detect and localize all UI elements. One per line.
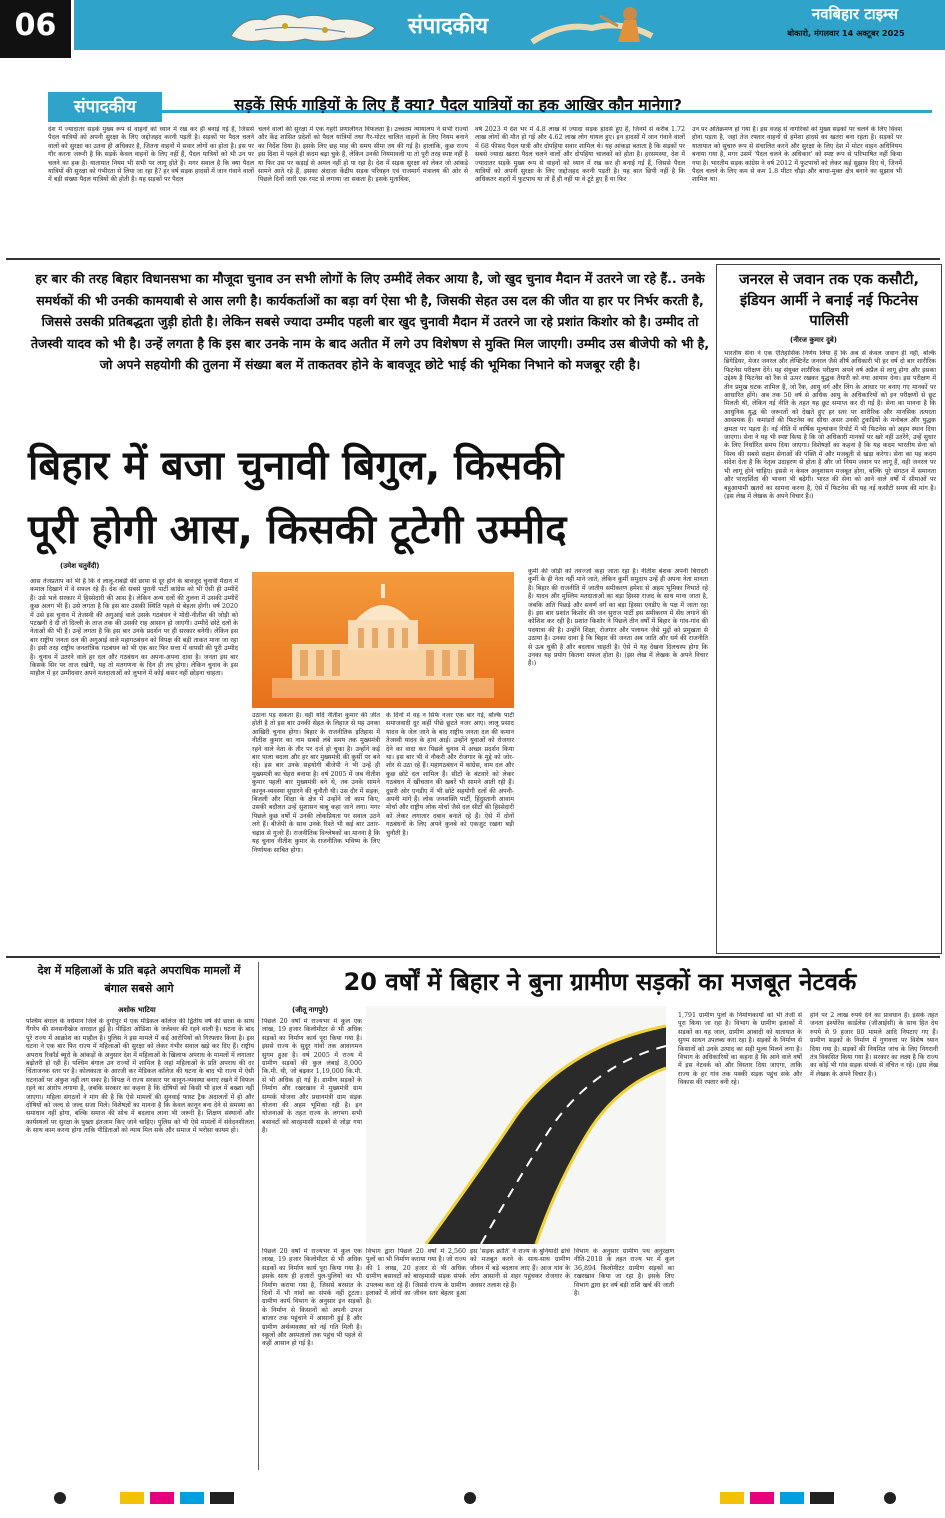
editorial-col2: चलने वालों की सुरक्षा में एक गहरी प्रणालीगत विफलता है। उच्चतम न्यायालय ने सभी राज्यों और केंद्र शासित प्रदेशों को पैदल यात्रियों तथा गैर-मोटर चालित वाहनों के लिए नियम बनाने का निर्देश दिया है। इसके लिए छह माह की समय सीमा तय की गई है। हालांकि, कुछ राज्य इस दिशा में पहले ही कदम बढ़ा चुके हैं, लेकिन उनकी नियमावली या तो पूरी तरह स्पष्ट नहीं है या फिर उस पर कड़ाई से अमल नहीं हो पा रहा है। देश में सड़क सुरक्षा को लेकर जो आंकड़े सामने आते रहे हैं, इसका अंदाजा केंद्रीय सड़क परिवहन एवं राजमार्ग मंत्रालय की ओर से पिछले दिनों जारी एक रपट से लगाया जा सकता है। इसके मुताबिक, [258,126,468,184]
roads-col6: 1,791 ग्रामीण पुलों के निर्माणकार्यों को भी तेजी से पूरा किया जा रहा है। विभाग के ग्रामीण इलाकों में सड़कों का यह जाल, ग्रामीण आबादी को यातायात के सुगम साधन उपलब्ध करा रहा है। सड़कों के निर्माण से किसानों को उनके उत्पाद का सही मूल्य मिलने लगा है। विभाग के अधिकारियों का कहना है कि आने वाले वर्षों में इस नेटवर्क को और विस्तार दिया जाएगा, ताकि राज्य के हर गांव तक पक्की सड़क पहुंच सके और विकास की रफ्तार बनी रहे। [678,1012,802,1087]
dateline: बोकारो, मंगलवार 14 अक्टूबर 2025 [787,28,905,38]
lead-headline-line2: पूरी होगी आस, किसकी टूटेगी उम्मीद [28,507,567,553]
vidhan-sabha-photo [252,572,514,708]
roads-byline: (जीतू नागपुरे) [292,1006,329,1014]
lead-col1: आस तेजप्रताप को भी है कि वे लालू-राबड़ी की छाया से दूर होने के बावजूद चुनावी मैदान में कमाल दिखाने में वे सफल रहे हैं। देश की सबसे पुरानी पार्टी कांग्रेस को भी ऐसी ही उम्मीदें हैं। उसे भले सरकार में हिस्सेदारी की आस है। लेकिन अन्य दलों की तुलना में उसकी उम्मीदें कुछ अलग भी हैं। उसे लगता है कि इस बार उसकी स्थिति पहले से बेहतर होगी। वर्ष 2020 में उसे इस चुनाव में तेजस्वी की अगुआई वाले उसके गठबंधन ने मोदी-नीतीश की जोड़ी को पटखनी दे दी तो दिल्ली के ताज तक की उसकी राह आसान हो जाएगी। उम्मीदें छोटे दलों के नेताओं की भी हैं। उन्हें लगता है कि इस बार उनके प्रदर्शन पर ही सरकार बनेगी। लेकिन इस बार राष्ट्रीय जनता दल की अगुआई वाले महागठबंधन को विपक्ष की बड़ी ताकत माना जा रहा है। इसी तरह राष्ट्रीय जनतांत्रिक गठबंधन को भी एक बार फिर सत्ता में वापसी की पूरी उम्मीद है। चुनाव में उतरने वाले हर दल और गठबंधन का अपना-अपना दावा है। जनता इस बार किसके सिर पर ताज रखेगी, यह तो मतगणना के दिन ही तय होगा। लेकिन चुनाव के इस माहौल में हर उम्मीदवार अपने मतदाताओं को लुभाने में कोई कसर नहीं छोड़ना चाहता। [30,578,238,678]
roads-col3: विभाग द्वारा पिछले 20 वर्षों में 2,560 पुलों का भी निर्माण कराया गया है। जो राज्य की 1 लाख, 20 हजार से भी अधिक ग्रामीण बसावटों को बारहमासी सड़क संपर्क उपलब्ध करा रहे हैं। जिससे राज्य के ग्रामीण इलाकों में लोगों का जीवन स्तर बेहतर हुआ है। [366,1248,466,1306]
bihar-map-emblem [225,6,385,48]
section-divider [6,258,940,260]
women-headline: देश में महिलाओं के प्रति बढ़ते अपराधिक मामलों में बंगाल सबसे आगे [37,964,241,995]
figure-emblem [522,2,662,50]
editorial-col4: उन पर अतिक्रमण हो गया है। इस वजह से नागरिकों को मुख्य सड़कों पर चलने के लिए विवश होना पड़ता है, जहां तेज रफ्तार वाहनों से हमेशा हादसे का खतरा बना रहता है। सड़कों पर यातायात को सुचारु रूप से संचालित करने और सुरक्षा के लिए देश में मोटर वाहन अधिनियम बनाया गया है, मगर उसमें 'पैदल चलने के अधिकार' को स्पष्ट रूप से परिभाषित नहीं किया गया है। भारतीय सड़क कांग्रेस ने वर्ष 2012 में फुटपाथों को लेकर कई सुझाव दिए थे, जिनमें पैदल चलने के लिए कम से कम 1.8 मीटर चौड़ा और बाधा-मुक्त क्षेत्र बनाने का सुझाव भी शामिल था। [692,126,902,184]
lead-col3: के दिनों में वह न सिर्फ नजर एक बार गई, बल्कि पार्टी समाजवादी दूर कहीं पीछे छूटते नजर आए। लालू प्रसाद यादव के जेल जाने के बाद राष्ट्रीय जनता दल की कमान तेजस्वी यादव के हाथ आई। उन्होंने युवाओं को रोजगार देने का वादा कर पिछले चुनाव में अच्छा प्रदर्शन किया था। इस बार भी वे नौकरी और रोजगार के मुद्दे को जोर-शोर से उठा रहे हैं। महागठबंधन में कांग्रेस, वाम दल और कुछ छोटे दल शामिल हैं। सीटों के बंटवारे को लेकर गठबंधन में खींचतान की खबरें भी सामने आती रही हैं। दूसरी ओर एनडीए में भी छोटे सहयोगी दलों की अपनी-अपनी मांगें हैं। लोक जनशक्ति पार्टी, हिंदुस्तानी आवाम मोर्चा और राष्ट्रीय लोक मोर्चा जैसे दल सीटों की हिस्सेदारी को लेकर लगातार दबाव बनाते रहे हैं। ऐसे में दोनों गठबंधनों के लिए अपने कुनबे को एकजुट रखना बड़ी चुनौती है। [386,712,514,837]
lead-col4: कुर्मी की जोड़ी को तवज्जो कहा जाता रहा है। नीतीश बेशक अपनी बिरादरी कुर्मी के ही नेता नहीं माने जाते, लेकिन कुर्मी समुदाय उन्हें ही अपना नेता मानता है। बिहार की राजनीति में जातीय समीकरण हमेशा से अहम भूमिका निभाते रहे हैं। यादव और मुस्लिम मतदाताओं का बड़ा हिस्सा राजद के साथ माना जाता है, जबकि अति पिछड़े और सवर्ण वर्ग का बड़ा हिस्सा एनडीए के पक्ष में जाता रहा है। इस बार प्रशांत किशोर की जन सुराज पार्टी इस समीकरण में सेंध लगाने की कोशिश कर रही है। प्रशांत किशोर ने पिछले तीन वर्षों में बिहार के गांव-गांव की पदयात्रा की है। उन्होंने शिक्षा, रोजगार और पलायन जैसे मुद्दों को प्रमुखता से उठाया है। उनका दावा है कि बिहार की जनता अब जाति और धर्म की राजनीति से ऊब चुकी है और बदलाव चाहती है। ऐसे में यह देखना दिलचस्प होगा कि उनका यह प्रयोग कितना सफल होता है। (इस लेख में लेखक के अपने विचार हैं।) [528,568,708,668]
roads-col7: होने पर 2 लाख रुपये देने का प्रावधान है। इसके तहत जनता इंश्योरेंस कार्डलेस (जीआईसी) के साथ हित देय रुपये से 9 हजार 80 मामले आदि निपटाए गए हैं। ग्रामीण सड़कों के निर्माण में गुणवत्ता पर विशेष ध्यान दिया गया है। सड़कों की नियमित जांच के लिए निगरानी तंत्र विकसित किया गया है। सरकार का लक्ष्य है कि राज्य का कोई भी गांव सड़क संपर्क से वंचित न रहे। (इस लेख में लेखक के अपने विचार हैं।) [810,1012,938,1078]
editorial-headline: सड़कें सिर्फ गाड़ियों के लिए हैं क्या? पैदल यात्रियों का हक आखिर कौन मानेगा? [234,96,683,114]
lead-byline: (उमेश चतुर्वेदी) [60,562,100,570]
women-body: पश्चिम बंगाल के वर्धमान जिले के दुर्गापुर में एक मेडिकल कॉलेज की द्वितीय वर्ष की छात्रा के साथ गैंगरेप की सनसनीखेज वारदात हुई है। पीड़िता ओडिशा के जलेश्वर की रहने वाली है। घटना के बाद पूरे राज्य में आक्रोश का माहौल है। पुलिस ने इस मामले में कई आरोपियों को गिरफ्तार किया है। इस घटना ने एक बार फिर राज्य में महिलाओं की सुरक्षा को लेकर गंभीर सवाल खड़े कर दिए हैं। राष्ट्रीय अपराध रिकॉर्ड ब्यूरो के आंकड़ों के अनुसार देश में महिलाओं के खिलाफ अपराध के मामलों में लगातार बढ़ोतरी हो रही है। पश्चिम बंगाल उन राज्यों में शामिल है जहां महिलाओं के प्रति अपराध की दर चिंताजनक स्तर पर है। कोलकाता के आरजी कर मेडिकल कॉलेज की घटना के बाद भी राज्य में ऐसी घटनाओं पर अंकुश नहीं लग सका है। विपक्ष ने राज्य सरकार पर कानून-व्यवस्था बनाए रखने में विफल रहने का आरोप लगाया है, जबकि सरकार का कहना है कि दोषियों को किसी भी हाल में बख्शा नहीं जाएगा। महिला संगठनों ने मांग की है कि ऐसे मामलों की सुनवाई फास्ट ट्रैक अदालतों में हो और दोषियों को जल्द से जल्द सजा मिले। विशेषज्ञों का मानना है कि केवल कानून बना देने से समस्या का समाधान नहीं होगा, बल्कि समाज की सोच में बदलाव लाना भी जरूरी है। शिक्षण संस्थानों और कार्यस्थलों पर सुरक्षा के पुख्ता इंतजाम किए जाने चाहिए। पुलिस को भी ऐसे मामलों में संवेदनशीलता के साथ काम करना होगा ताकि पीड़िताओं को न्याय मिल सके और समाज में भरोसा कायम हो। [26,1018,254,1135]
section-divider-2 [6,956,940,958]
editorial-label: संपादकीय [48,92,162,122]
army-byline: (नीरज कुमार दुबे) [790,336,837,344]
women-byline: अशोक भाटिया [118,1006,156,1014]
editorial-col1: देश में ज्यादातर सड़कें मुख्य रूप से वाहनों को ध्यान में रख कर ही बनाई गई हैं, जिससे पैदल यात्रियों को अपनी सुरक्षा के लिए जद्दोजहद करनी पड़ती है। सड़कों पर पैदल चलने वालों को सुरक्षा का उतना ही अधिकार है, जितना वाहनों में सवार लोगों का होता है। इस पर गौर करना जरूरी है कि सड़कें केवल वाहनों के लिए नहीं हैं, पैदल यात्रियों को भी उन पर चलने का हक है। यातायात नियम भी सभी पर लागू होते हैं। मगर सवाल है कि क्या पैदल यात्रियों की सुरक्षा को गंभीरता से लिया जा रहा है? हर वर्ष सड़क हादसों में जान गंवाने वालों में बड़ी संख्या पैदल यात्रियों की होती है। यह सड़कों पर पैदल [48,126,254,184]
roads-headline: 20 वर्षों में बिहार ने बुना ग्रामीण सड़कों का मजबूत नेटवर्क [343,968,857,996]
roads-col1: पिछले 20 वर्षों में राज्यभर में कुल एक लाख, 19 हजार किलोमीटर से भी अधिक सड़कों का निर्माण कार्य पूरा किया गया है। इससे राज्य के सुदूर गांवों तक आवागमन सुगम हुआ है। वर्ष 2005 में राज्य में ग्रामीण सड़कों की कुल लंबाई 8,000 कि.मी. थी, जो बढ़कर 1,19,000 कि.मी. से भी अधिक हो गई है। ग्रामीण सड़कों के निर्माण और रखरखाव में मुख्यमंत्री ग्राम सम्पर्क योजना और प्रधानमंत्री ग्राम सड़क योजना की अहम भूमिका रही है। इन योजनाओं के तहत राज्य के लगभग सभी बसावटों को बारहमासी सड़कों से जोड़ा गया है। [262,1018,362,1135]
editorial-col3: वर्ष 2023 में देश भर में 4.8 लाख से ज्यादा सड़क हादसे हुए हैं, जिनमें से करीब 1.72 लाख लोगों की मौत हो गई और 4.62 लाख लोग घायल हुए। इन हादसों में जान गंवाने वालों में 68 फीसद पैदल यात्री और दोपहिया सवार शामिल थे। यह आंकड़ा बताता है कि सड़कों पर सबसे ज्यादा खतरा पैदल चलने वालों और दोपहिया चालकों को होता है। हरसमस्या, देश में ज्यादातर सड़कें मुख्य रूप से वाहनों को ध्यान में रख कर ही बनाई गई हैं, जिससे पैदल यात्रियों को अपनी सुरक्षा के लिए जद्दोजहद करनी पड़ती है। यह बात छिपी नहीं है कि अधिकतर शहरों में फुटपाथ या तो हैं ही नहीं या वे टूटे हुए हैं या फिर [475,126,685,184]
army-headline: जनरल से जवान तक एक कसौटी, इंडियन आर्मी ने बनाई नई फिटनेस पालिसी [738,272,920,329]
roads-col2: पिछले 20 वर्षों में राज्यभर में कुल एक लाख, 19 हजार किलोमीटर से भी अधिक सड़कों का निर्माण कार्य पूरा किया गया है। इसके साथ ही हजारों पुल-पुलियों का भी निर्माण कराया गया है, जिससे बरसात के दिनों में भी गांवों का संपर्क नहीं टूटता। ग्रामीण कार्य विभाग के अनुसार इन सड़कों के निर्माण से किसानों को अपनी उपज बाजार तक पहुंचाने में आसानी हुई है और ग्रामीण अर्थव्यवस्था को नई गति मिली है। स्कूलों और अस्पतालों तक पहुंच भी पहले से कहीं आसान हो गई है। [262,1248,362,1348]
column-rule [258,962,259,1470]
roads-col5: विभाग के अनुसार ग्रामीण पथ अनुरक्षण नीति-2018 के तहत राज्य भर में कुल 36,894 किलोमीटर ग्रामीण सड़कों का रखरखाव किया जा रहा है। इसके लिए विभाग द्वारा हर वर्ष बड़ी राशि खर्च की जाती है। [574,1248,674,1298]
section-title: संपादकीय [407,14,489,39]
lead-deck: हर बार की तरह बिहार विधानसभा का मौजूदा चुनाव उन सभी लोगों के लिए उम्मीदें लेकर आया है, जो खुद चुनाव मैदान में उतरने जा रहे हैं.. उनके समर्थकों की भी उनकी कामयाबी से आस लगी है। कार्यकर्ताओं का बड़ा वर्ग ऐसा भी है, जिसकी सेहत उस दल की जीत या हार पर निर्भर करती है, जिससे उसकी प्रतिबद्धता जुड़ी होती है। लेकिन सबसे ज्यादा उम्मीद पहली बार खुद चुनावी मैदान में उतरने जा रहे प्रशांत किशोर को है। उम्मीद तो तेजस्वी यादव को भी है। उन्हें लगता है कि इस बार उनके नाम के बाद अतीत में लगे उप विशेषण से मुक्ति मिल जाएगी। उम्मीद उस बीजेपी को भी है, जो अपने सहयोगी की तुलना में संख्या बल में ताकतवर होने के बावजूद छोटे भाई की भूमिका निभाने को मजबूर रही है। [30,271,710,373]
lead-headline-line1: बिहार में बजा चुनावी बिगुल, किसकी [28,443,564,489]
army-body: भारतीय सेना ने एक ऐतिहासिक निर्णय लिया है कि अब से केवल जवान ही नहीं, बल्कि ब्रिगेडियर, मेजर जनरल और लेफ्टिनेंट जनरल जैसे शीर्ष अधिकारी भी हर वर्ष दो बार शारीरिक फिटनेस परीक्षण देंगे। यह संयुक्त शारीरिक परीक्षण अपने वर्ष अप्रैल से लागू होगा और इसका उद्देश्य है फिटनेस को रैंक से ऊपर रखकर युद्धक तैयारी को नया आयाम देना। इस परीक्षण में तीन प्रमुख घटक शामिल हैं, जो रैंक, आयु वर्ग और लिंग के आधार पर बनाए गए मानकों पर आधारित होंगे। अब तक 50 वर्ष से अधिक आयु के अधिकारियों को इन परीक्षणों से छूट मिलती थी, लेकिन नई नीति के तहत यह छूट समाप्त कर दी गई है। सेना का मानना है कि आधुनिक युद्ध की जरूरतों को देखते हुए हर स्तर पर शारीरिक और मानसिक तत्परता आवश्यक है। कमांडरों की फिटनेस का सीधा असर उनकी टुकड़ियों के मनोबल और युद्धक क्षमता पर पड़ता है। नई नीति में वार्षिक मूल्यांकन रिपोर्ट में भी फिटनेस को अहम स्थान दिया जाएगा। सेना ने यह भी स्पष्ट किया है कि जो अधिकारी मानकों पर खरे नहीं उतरेंगे, उन्हें सुधार के लिए निर्धारित समय दिया जाएगा। विशेषज्ञों का कहना है कि यह कदम भारतीय सेना को विश्व की सबसे सक्षम सेनाओं की पंक्ति में और मजबूती से खड़ा करेगा। सेना का यह कदम संदेश देता है कि नेतृत्व उदाहरण से होता है और जो नियम जवान पर लागू हैं, वही जनरल पर भी लागू होने चाहिए। इससे न केवल अनुशासन मजबूत होगा, बल्कि पूरे संगठन में समानता और पारदर्शिता की भावना भी बढ़ेगी। भारत की सेना को आने वाले वर्षों में सीमाओं पर बहुआयामी खतरों का सामना करना है, ऐसे में फिटनेस की यह नई कसौटी समय की मांग है। (इस लेख में लेखक के अपने विचार हैं।) [724,350,936,500]
paper-name: नवबिहार टाइम्स [811,5,899,23]
page-number: 06 [0,0,74,58]
lead-col2: उठाना पड़ सकता है। वहीं यदि नीतीश कुमार की जीत होती है तो इस बार उनकी सेहत के लिहाज से यह उनका आखिरी चुनाव होगा। बिहार के राजनीतिक इतिहास में नीतीश कुमार का नाम सबसे लंबे समय तक मुख्यमंत्री रहने वाले नेता के तौर पर दर्ज हो चुका है। उन्होंने कई बार पाला बदला और हर बार मुख्यमंत्री की कुर्सी पर बने रहे। इस बार उनके सहयोगी बीजेपी ने भी उन्हें ही मुख्यमंत्री का चेहरा बनाया है। वर्ष 2005 में जब नीतीश कुमार पहली बार मुख्यमंत्री बने थे, तब उनके सामने कानून-व्यवस्था सुधारने की चुनौती थी। उस दौर में सड़क, बिजली और शिक्षा के क्षेत्र में उन्होंने जो काम किए, उसकी बदौलत उन्हें सुशासन बाबू कहा जाने लगा। मगर पिछले कुछ वर्षों में उनकी लोकप्रियता पर सवाल उठने लगे हैं। बीजेपी के साथ उनके रिश्ते भी कई बार उतार-चढ़ाव से गुजरे हैं। राजनीतिक विश्लेषकों का मानना है कि यह चुनाव नीतीश कुमार के राजनीतिक भविष्य के लिए निर्णायक साबित होगा। [252,712,380,854]
road-photo [366,1006,666,1244]
registration-strip [0,1478,945,1518]
roads-col4: इस 'सड़क क्रांति' ने राज्य के बुनियादी ढांचे को मजबूत करने के साथ-साथ ग्रामीण जीवन में बड़े बदलाव लाए हैं। आज गांव के लोग आसानी से शहर पहुंचकर रोजगार के अवसर तलाश रहे हैं। [470,1248,570,1289]
